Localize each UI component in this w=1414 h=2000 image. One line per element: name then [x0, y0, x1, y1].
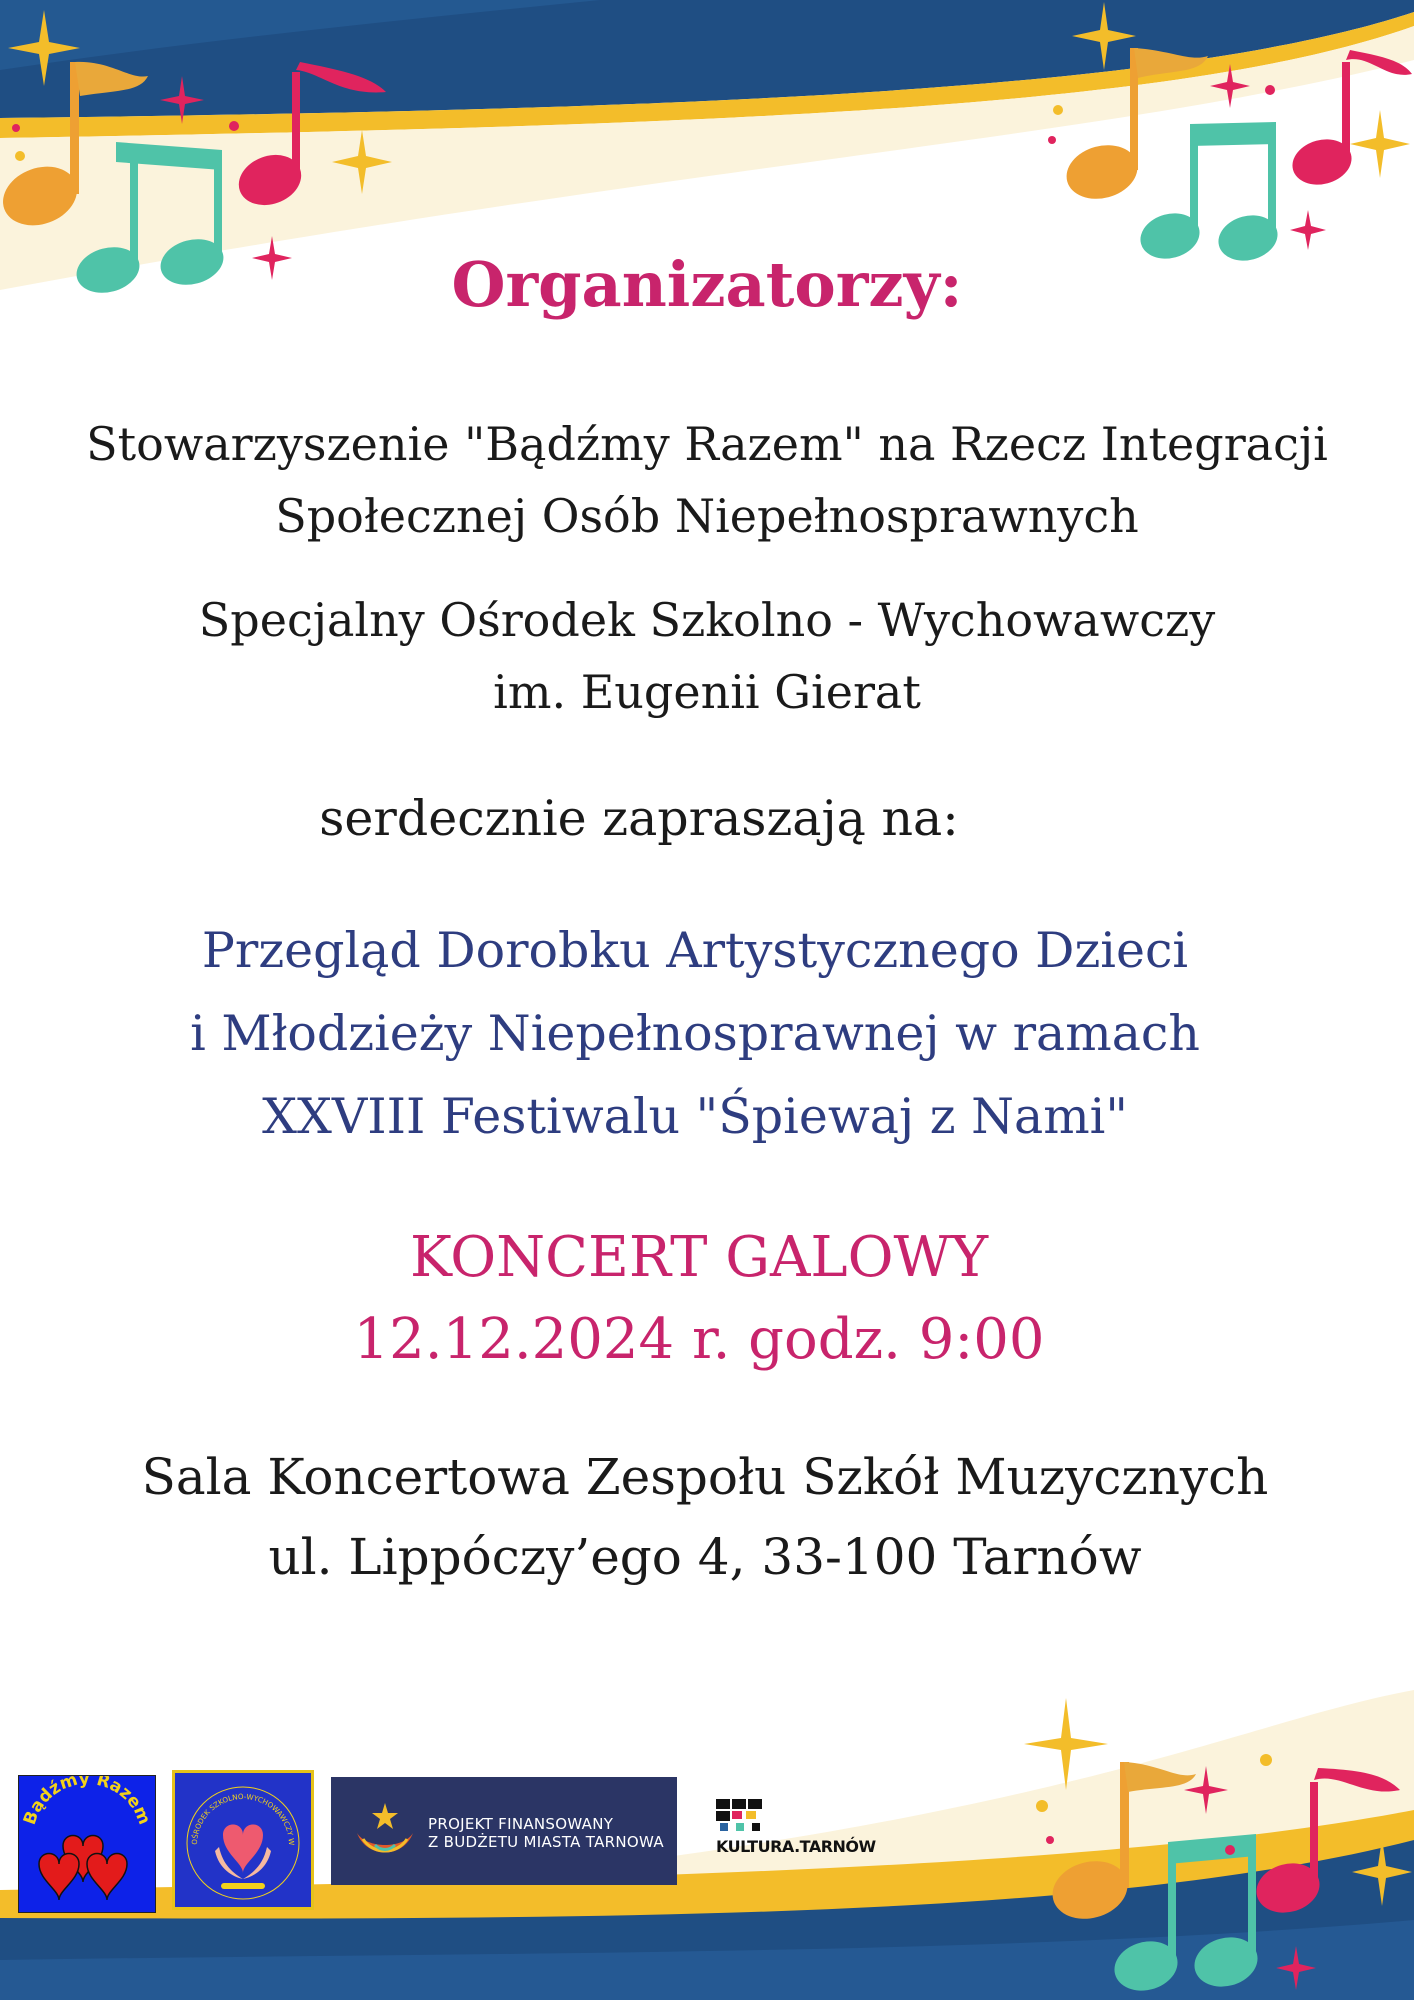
event-title-line3: XXVIII Festiwalu "Śpiewaj z Nami" [262, 1088, 1128, 1145]
kultura-tarnow-text: KULTURA.TARNÓW [716, 1837, 876, 1856]
music-note-icon [1060, 48, 1208, 206]
hands-heart-icon [215, 1825, 271, 1880]
project-funding-text [428, 1815, 664, 1851]
organizers-heading: Organizatorzy: [451, 248, 963, 321]
organizer-association [0, 408, 1414, 552]
concert-info [0, 1217, 1406, 1381]
project-funding-line1: PROJEKT FINANSOWANY [428, 1815, 614, 1833]
concert-title: KONCERT GALOWY [409, 1225, 989, 1290]
event-title-line2: i Młodzieży Niepełnosprawnej w ramach [190, 1005, 1200, 1062]
organizer-school-line1: Specjalny Ośrodek Szkolno - Wychowawczy [198, 593, 1216, 647]
invitation-text: serdecznie zapraszają na: [319, 790, 959, 847]
venue-address: ul. Lippóczy’ego 4, 33-100 Tarnów [268, 1528, 1142, 1586]
venue-name: Sala Koncertowa Zespołu Szkół Muzycznych [141, 1448, 1269, 1506]
project-funding-line2: Z BUDŻETU MIASTA TARNOWA [428, 1833, 664, 1851]
music-notes-bottom-right [1020, 1690, 1414, 2000]
sosw-logo [172, 1770, 314, 1910]
concert-datetime: 12.12.2024 r. godz. 9:00 [353, 1307, 1045, 1372]
event-title-line1: Przegląd Dorobku Artystycznego Dzieci [201, 922, 1189, 979]
music-note-icon [1287, 50, 1412, 191]
music-note-icon [1251, 1768, 1400, 1919]
organizer-school-line2: im. Eugenii Gierat [493, 665, 921, 719]
music-note-icon [1109, 1834, 1263, 1997]
kultura-pixel-mark [716, 1797, 772, 1833]
organizer-association-line1: Stowarzyszenie "Bądźmy Razem" na Rzecz Integracji [86, 417, 1328, 471]
project-funding-logo [331, 1777, 677, 1885]
venue-info [0, 1437, 1412, 1597]
organizer-association-line2: Społecznej Osób Niepełnosprawnych [275, 489, 1139, 543]
city-crest-icon [353, 1799, 417, 1863]
badzmy-razem-emblem [19, 1776, 155, 1912]
badzmy-razem-logo-text: Bądźmy Razem [19, 1776, 155, 1828]
sosw-emblem [175, 1773, 311, 1907]
music-note-icon [1135, 122, 1282, 267]
badzmy-razem-logo [18, 1775, 156, 1913]
heart-icon [39, 1836, 127, 1901]
sosw-logo-text: OŚRODEK SZKOLNO-WYCHOWAWCZY W [189, 1791, 297, 1846]
event-title [0, 909, 1402, 1158]
kultura-tarnow-logo [716, 1797, 886, 1857]
organizer-school [0, 584, 1414, 728]
